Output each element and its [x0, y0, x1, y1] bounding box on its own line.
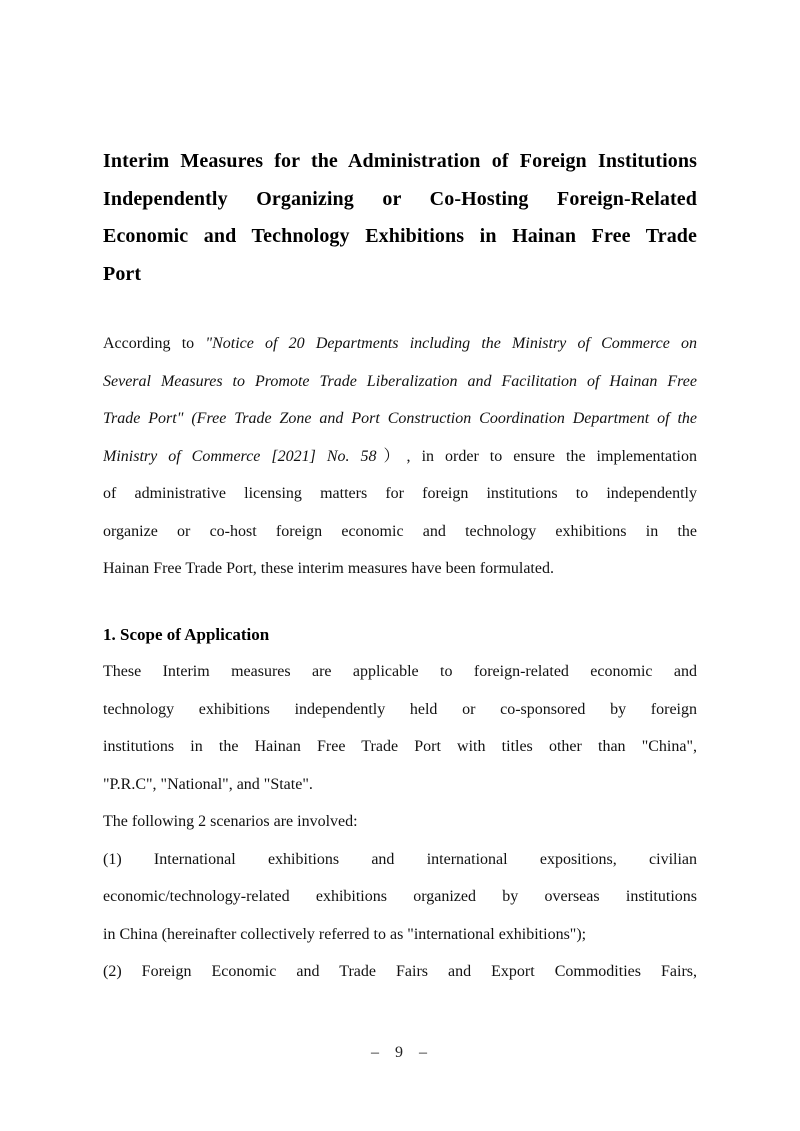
paragraph-line [103, 325, 697, 363]
citation-text: Ministry of Commerce [2021] No. 58 [103, 447, 377, 465]
document-content [103, 143, 697, 991]
paragraph-line: (1) International exhibitions and international expositions, civilian [103, 850, 697, 868]
paragraph-line [103, 438, 697, 476]
paragraph-line: institutions in the Hainan Free Trade Port with titles other than "China", [103, 738, 697, 755]
scenario-item-1 [103, 841, 697, 954]
paragraph-line: These Interim measures are applicable to foreign-related economic and [103, 663, 697, 680]
section-heading-scope: 1. Scope of Application [103, 624, 270, 644]
paragraph-line [103, 363, 697, 401]
scenarios-intro [103, 803, 697, 841]
text-run: Hainan Free Trade Port, these interim measures have been formulated. [103, 560, 554, 577]
paragraph-line: (2) Foreign Economic and Trade Fairs and Export Commodities Fairs, [103, 963, 697, 980]
intro-paragraph [103, 325, 697, 588]
title-line: Interim Measures for the Administration of Foreign Institutions [103, 150, 697, 172]
citation-text: Trade Port" (Free Trade Zone and Port Construction Coordination Department of the [103, 410, 697, 427]
paragraph-line: technology exhibitions independently held or co-sponsored by foreign [103, 700, 697, 718]
title-line: Independently Organizing or Co-Hosting Foreign-Related [103, 187, 697, 210]
citation-text: "Notice of 20 Departments including the Ministry of Commerce on [205, 335, 697, 352]
paragraph-line: in China (hereinafter collectively referred to as "international exhibitions"); [103, 925, 587, 943]
paragraph-line [103, 475, 697, 513]
title-line: Port [103, 262, 142, 285]
paragraph-line: economic/technology-related exhibitions organized by overseas institutions [103, 888, 697, 905]
citation-text: Several Measures to Promote Trade Liberalization and Facilitation of Hainan Free [103, 372, 697, 390]
paragraph-line [103, 513, 697, 551]
text-run: According to [103, 335, 206, 352]
text-run: ）, in order to ensure the implementation [376, 447, 697, 465]
text-run: of administrative licensing matters for foreign institutions to independently [103, 485, 697, 502]
scope-paragraph [103, 653, 697, 803]
document-title [103, 143, 697, 293]
paragraph-line [103, 550, 697, 588]
paragraph-line: "P.R.C", "National", and "State". [103, 775, 313, 793]
text-run: organize or co-host foreign economic and technology exhibitions in the [103, 522, 697, 540]
paragraph-line: The following 2 scenarios are involved: [103, 813, 358, 830]
title-line: Economic and Technology Exhibitions in Hainan Free Trade [103, 225, 697, 247]
paragraph-line [103, 400, 697, 438]
scenario-item-2 [103, 953, 697, 991]
page-number: – 9 – [371, 1044, 429, 1061]
